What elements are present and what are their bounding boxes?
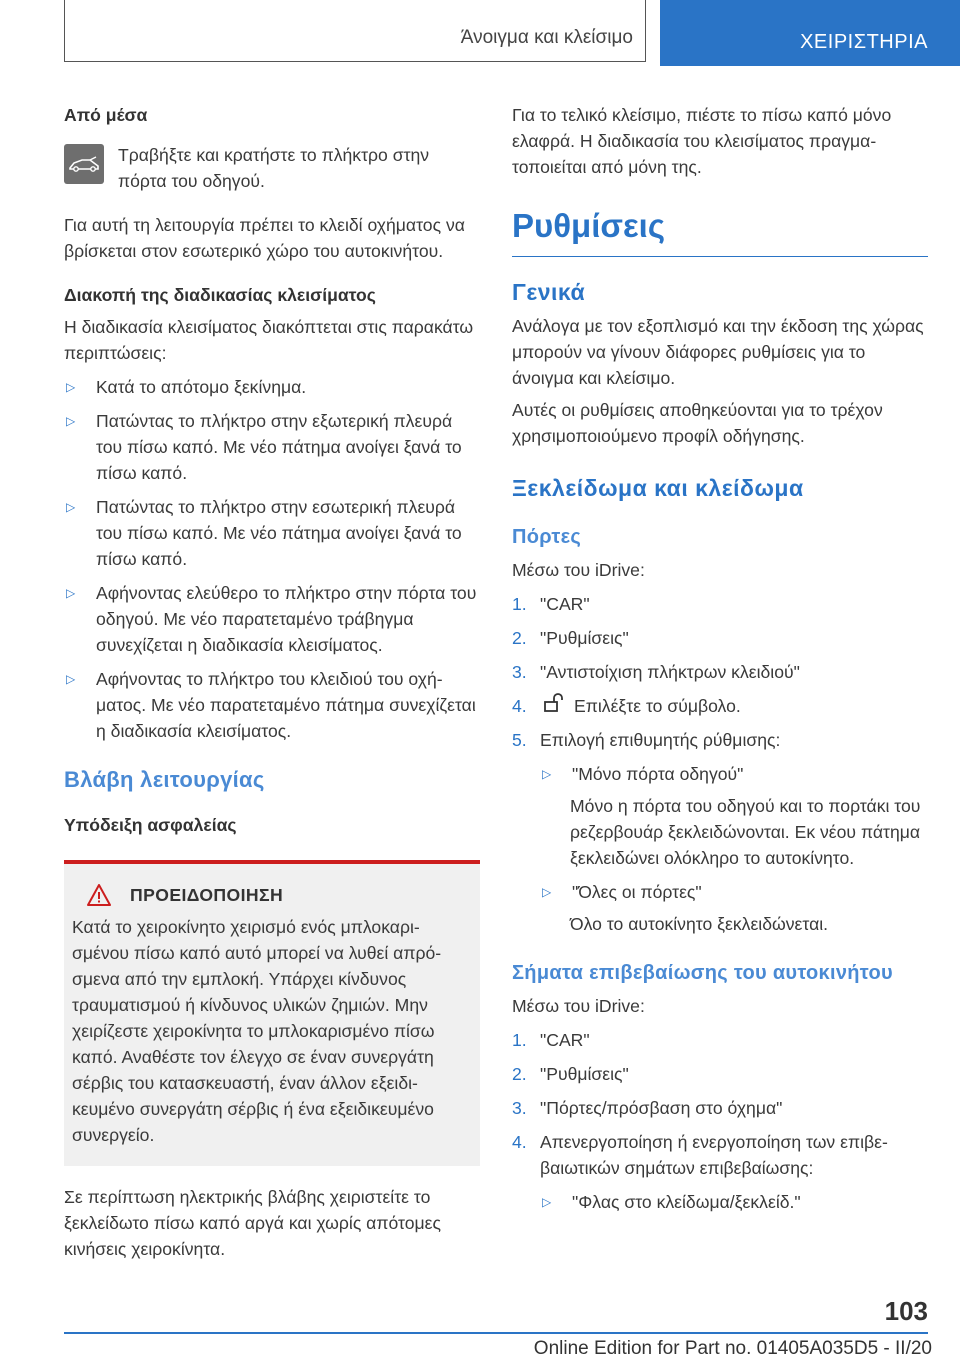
list-item: 2. "Ρυθμίσεις" xyxy=(512,628,629,648)
heading-inside: Από μέσα xyxy=(64,105,148,125)
footer-divider xyxy=(64,1332,928,1334)
warning-header xyxy=(72,882,466,908)
icon-instruction-text: Τραβήξτε και κρατήστε το πλήκτρο στην πόρτα του οδηγού. xyxy=(118,145,430,191)
via-idrive-text: Μέσω του iDrive: xyxy=(512,560,645,580)
warning-triangle-icon xyxy=(86,883,112,907)
chapter-tab xyxy=(660,0,960,66)
heading-interrupt: Διακοπή της διαδικασίας κλεισίματος xyxy=(64,285,376,305)
triangle-bullet-icon: ▷ xyxy=(66,672,76,686)
general-paragraph-1: Ανάλογα με τον εξοπλισμό και την έκδοση της χώρας μπορούν να γίνουν διάφορες ρυθμίσεις για το άνοιγμα και κλείσιμο. xyxy=(512,316,924,388)
heading-malfunction: Βλάβη λειτουργίας xyxy=(64,767,265,792)
heading-safety: Υπόδειξη ασφαλείας xyxy=(64,815,237,835)
warning-box xyxy=(64,860,480,1166)
list-item: 4. Απενεργοποίηση ή ενεργοποίηση των επιβεβαιωτικών σημάτων επιβεβαίωσης: xyxy=(512,1132,888,1178)
unlock-symbol-icon xyxy=(542,693,564,713)
list-item: ▷ Κατά το απότομο ξεκίνημα. xyxy=(64,374,480,400)
footer-edition: Online Edition for Part no. 01405A035D5 - II/20 xyxy=(533,1338,932,1359)
section-title: Άνοιγμα και κλείσιμο xyxy=(460,27,633,48)
triangle-bullet-icon: ▷ xyxy=(542,1195,552,1209)
list-item: ▷ Αφήνοντας το πλήκτρο του κλειδιού του οχήματος. Με νέο παρατεταμένο πάτημα συνεχίζεται η διαδικασία κλεισίματος. xyxy=(64,666,480,744)
option-flash-lock: "Φλας στο κλείδωμα/ξεκλείδ." xyxy=(572,1192,801,1212)
heading-settings: Ρυθμίσεις xyxy=(512,206,928,257)
triangle-bullet-icon: ▷ xyxy=(66,380,76,394)
option-item xyxy=(512,879,928,905)
list-item: ▷ Πατώντας το πλήκτρο στην εξωτερική πλευρά του πίσω καπό. Με νέο πάτημα ανοίγει ξανά το πίσω καπό. xyxy=(64,408,480,486)
left-column xyxy=(64,102,480,1262)
right-column xyxy=(512,102,928,1215)
key-note: Για αυτή τη λειτουργία πρέπει το κλειδί οχήματος να βρίσκεται στον εσωτερικό χώρο του αυτοκινήτου. xyxy=(64,215,465,261)
option-item xyxy=(512,1189,928,1215)
general-paragraph-2: Αυτές οι ρυθμίσεις αποθηκεύονται για το τρέχον χρησιμοποιούμενο προφίλ οδήγησης. xyxy=(512,400,883,446)
warning-title: ΠΡΟΕΙΔΟΠΟΙΗΣΗ xyxy=(130,885,284,905)
icon-instruction xyxy=(64,142,480,194)
option-item xyxy=(512,761,928,787)
list-item: 1. "CAR" xyxy=(512,594,590,614)
car-tailgate-icon xyxy=(64,144,104,184)
warning-text: Κατά το χειροκίνητο χειρισμό ενός μπλοκαρισμένου πίσω καπό αυτό μπορεί να λυθεί απρόσμενα από την εμπλοκή. Υπάρχει κίνδυνος τραυματισμού ή κίνδυνος υλικών ζημιών. Μην χειρίζεστε χειροκίνητα το μπλοκαρισμένο πίσω καπό. Αναθέστε τον έλεγχο σε έναν συνεργάτη σέρβις του κατασκευαστή, έναν άλλον εξειδικευμένο συνεργάτη σέρβις ή ένα εξειδικευμένο συνεργείο. xyxy=(72,917,442,1145)
triangle-bullet-icon: ▷ xyxy=(542,767,552,781)
option-driver-door: "Μόνο πόρτα οδηγού" xyxy=(572,764,744,784)
option-driver-door-desc: Μόνο η πόρτα του οδηγού και το πορτάκι του ρεζερβουάρ ξεκλειδώνονται. Εκ νέου πάτημα ξεκλειδώνει ολόκληρο το αυτοκίνητο. xyxy=(570,796,921,868)
page-number: 103 xyxy=(884,1296,928,1326)
malfunction-text: Σε περίπτωση ηλεκτρικής βλάβης χειριστείτε το ξεκλείδωτο πίσω καπό αργά και χωρίς απότομες κινήσεις χειροκίνητα. xyxy=(64,1187,441,1259)
list-item: ▷ Αφήνοντας ελεύθερο το πλήκτρο στην πόρτα του οδηγού. Με νέο παρατεταμένο τράβηγμα συνεχίζεται η διαδικασία κλεισίματος. xyxy=(64,580,480,658)
option-all-doors-desc: Όλο το αυτοκίνητο ξεκλειδώνεται. xyxy=(570,914,829,934)
heading-unlock-lock: Ξεκλείδωμα και κλείδωμα xyxy=(512,475,804,501)
option-all-doors: "Όλες οι πόρτες" xyxy=(572,882,702,902)
interrupt-intro: Η διαδικασία κλεισίματος διακόπτεται στις παρακάτω περιπτώσεις: xyxy=(64,317,474,363)
via-idrive-text: Μέσω του iDrive: xyxy=(512,996,645,1016)
final-close-text: Για το τελικό κλείσιμο, πιέστε το πίσω καπό μόνο ελαφρά. Η διαδικασία του κλεισίματος πραγματοποιείται από μόνη της. xyxy=(512,105,892,177)
triangle-bullet-icon: ▷ xyxy=(66,500,76,514)
list-item: 1. "CAR" xyxy=(512,1030,590,1050)
chapter-title: ΧΕΙΡΙΣΤΗΡΙΑ xyxy=(800,30,928,53)
heading-doors: Πόρτες xyxy=(512,526,582,548)
triangle-bullet-icon: ▷ xyxy=(542,885,552,899)
heading-general: Γενικά xyxy=(512,279,586,305)
section-header-box xyxy=(64,0,646,62)
heading-confirmation-signals: Σήματα επιβεβαίωσης του αυτοκινήτου xyxy=(512,962,893,984)
triangle-bullet-icon: ▷ xyxy=(66,586,76,600)
list-item: 3. "Αντιστοίχιση πλήκτρων κλειδιού" xyxy=(512,662,800,682)
list-item: 4. Επιλέξτε το σύμβολο. xyxy=(512,693,928,719)
list-item: 3. "Πόρτες/πρόσβαση στο όχημα" xyxy=(512,1098,783,1118)
list-item: 5. Επιλογή επιθυμητής ρύθμισης: xyxy=(512,730,781,750)
list-item: 2. "Ρυθμίσεις" xyxy=(512,1064,629,1084)
page-header xyxy=(0,0,960,66)
triangle-bullet-icon: ▷ xyxy=(66,414,76,428)
list-item: ▷ Πατώντας το πλήκτρο στην εσωτερική πλευρά του πίσω καπό. Με νέο πάτημα ανοίγει ξανά το πίσω καπό. xyxy=(64,494,480,572)
